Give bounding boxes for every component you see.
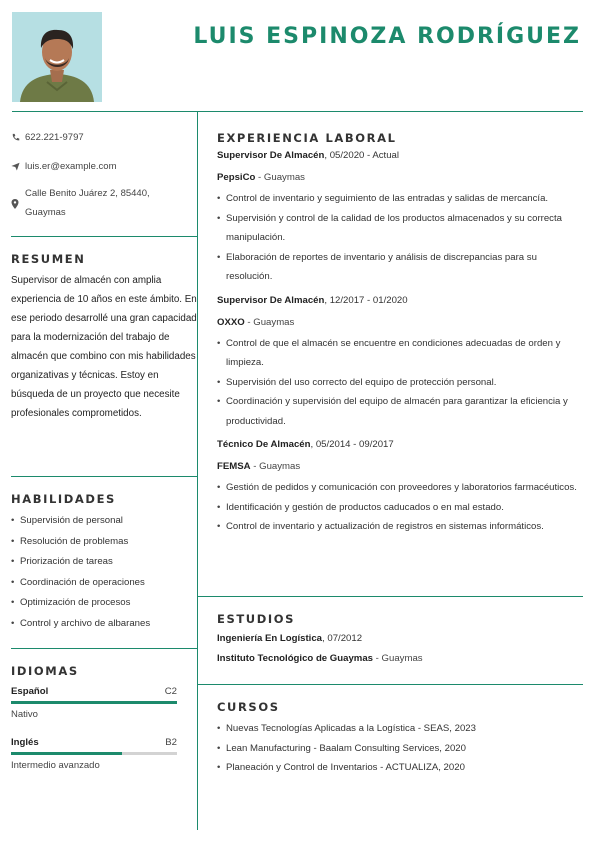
job-company: PepsiCo	[217, 172, 256, 183]
job-bullet: • Supervisión del uso correcto del equipo de protección personal.	[217, 373, 583, 393]
job-bullet: • Control de inventario y actualización de registros en sistemas informáticos.	[217, 517, 583, 537]
experience-title: EXPERIENCIA LABORAL	[217, 131, 397, 145]
contact-address	[11, 184, 197, 222]
job-bullet: • Identificación y gestión de productos caducados o en mal estado.	[217, 498, 583, 518]
courses-list	[217, 719, 583, 778]
address-line-1: Calle Benito Juárez 2, 85440,	[25, 188, 150, 199]
column-divider	[197, 112, 198, 830]
job-dates: , 05/2014 - 09/2017	[310, 439, 394, 450]
languages-section	[11, 664, 197, 771]
job-bullet: • Control de que el almacén se encuentre en condiciones adecuadas de orden y limpieza.	[217, 334, 583, 373]
skills-section	[11, 492, 197, 634]
experience-section	[217, 131, 583, 537]
skill-item: • Optimización de procesos	[11, 593, 197, 614]
skill-item: • Priorización de tareas	[11, 552, 197, 573]
address-line-2: Guaymas	[25, 207, 66, 218]
contact-email	[11, 157, 197, 176]
divider-skills	[11, 476, 197, 477]
language-name: Español	[11, 686, 49, 697]
divider-summary	[11, 236, 197, 237]
job-bullet: • Gestión de pedidos y comunicación con proveedores y laboratorios farmacéuticos.	[217, 478, 583, 498]
job-location: - Guaymas	[255, 172, 305, 183]
job-bullet: • Control de inventario y seguimiento de las entradas y salidas de mercancía.	[217, 189, 583, 209]
phone-icon	[11, 128, 25, 147]
divider-education	[197, 596, 583, 597]
language-desc: Nativo	[11, 709, 38, 720]
education-title: ESTUDIOS	[217, 612, 296, 626]
job-bullets	[217, 478, 583, 537]
education-section	[217, 612, 583, 667]
skill-item: • Control y archivo de albaranes	[11, 614, 197, 635]
education-date: , 07/2012	[322, 633, 363, 644]
job-bullet: • Coordinación y supervisión del equipo de almacén para garantizar la eficiencia y productividad.	[217, 392, 583, 431]
language-bar-fill	[11, 752, 122, 755]
language-bar	[11, 752, 177, 755]
location-pin-icon	[11, 184, 25, 213]
language-bar-fill	[11, 701, 177, 704]
languages-title: IDIOMAS	[11, 664, 79, 678]
job-company: FEMSA	[217, 461, 251, 472]
job-dates: , 12/2017 - 01/2020	[324, 294, 408, 306]
skills-list	[11, 511, 197, 634]
divider-courses	[197, 684, 583, 685]
job-dates: , 05/2020 - Actual	[324, 150, 400, 161]
skill-item: • Coordinación de operaciones	[11, 573, 197, 594]
courses-title: CURSOS	[217, 700, 280, 714]
language-item-english	[11, 737, 197, 771]
header-divider	[12, 111, 583, 112]
summary-section	[11, 252, 197, 423]
contact-block	[11, 128, 197, 222]
education-degree: Ingeniería En Logística	[217, 633, 323, 644]
job-location: - Guaymas	[244, 316, 295, 328]
contact-phone	[11, 128, 197, 147]
course-item: • Planeación y Control de Inventarios - ACTUALIZA, 2020	[217, 758, 583, 778]
job-bullet: • Elaboración de reportes de inventario y análisis de discrepancias para su resolución.	[217, 248, 583, 287]
job-location: - Guaymas	[250, 461, 301, 472]
education-school: Instituto Tecnológico de Guaymas	[217, 653, 374, 664]
job-bullets	[217, 334, 583, 432]
candidate-name: LUIS ESPINOZA RODRÍGUEZ	[193, 24, 581, 49]
job-bullets	[217, 189, 583, 287]
language-name: Inglés	[11, 737, 39, 748]
job-role: Supervisor De Almacén	[217, 150, 325, 161]
profile-photo	[12, 12, 102, 102]
summary-title: RESUMEN	[11, 252, 86, 266]
skill-item: • Resolución de problemas	[11, 532, 197, 553]
divider-languages	[11, 648, 197, 649]
courses-section	[217, 700, 583, 778]
language-item-spanish	[11, 686, 197, 720]
job-entry	[217, 437, 583, 537]
language-level: C2	[164, 686, 177, 697]
phone-text: 622.221-9797	[25, 132, 84, 143]
education-location: - Guaymas	[373, 653, 423, 664]
course-item: • Lean Manufacturing - Baalam Consulting Services, 2020	[217, 739, 583, 759]
job-entry	[217, 293, 583, 432]
job-entry	[217, 148, 583, 287]
course-item: • Nuevas Tecnologías Aplicadas a la Logística - SEAS, 2023	[217, 719, 583, 739]
skill-item: • Supervisión de personal	[11, 511, 197, 532]
language-level: B2	[165, 737, 177, 748]
email-text: luis.er@example.com	[25, 161, 117, 172]
send-icon	[11, 157, 25, 176]
language-bar	[11, 701, 177, 704]
job-company: OXXO	[217, 316, 245, 328]
skills-title: HABILIDADES	[11, 492, 116, 506]
summary-text: Supervisor de almacén con amplia experiencia de 10 años en este ámbito. En ese periodo desarrollé una gran capacidad para la modernización del trabajo de almacén que combino con mis habilidades organizativas y técnicas. Estoy en búsqueda de un proyecto que necesite profesionales comprometidos.	[11, 275, 197, 419]
language-desc: Intermedio avanzado	[11, 760, 100, 771]
job-role: Técnico De Almacén	[217, 439, 311, 450]
job-bullet: • Supervisión y control de la calidad de los productos almacenados y su correcta manipulación.	[217, 209, 583, 248]
job-role: Supervisor De Almacén	[217, 294, 325, 306]
